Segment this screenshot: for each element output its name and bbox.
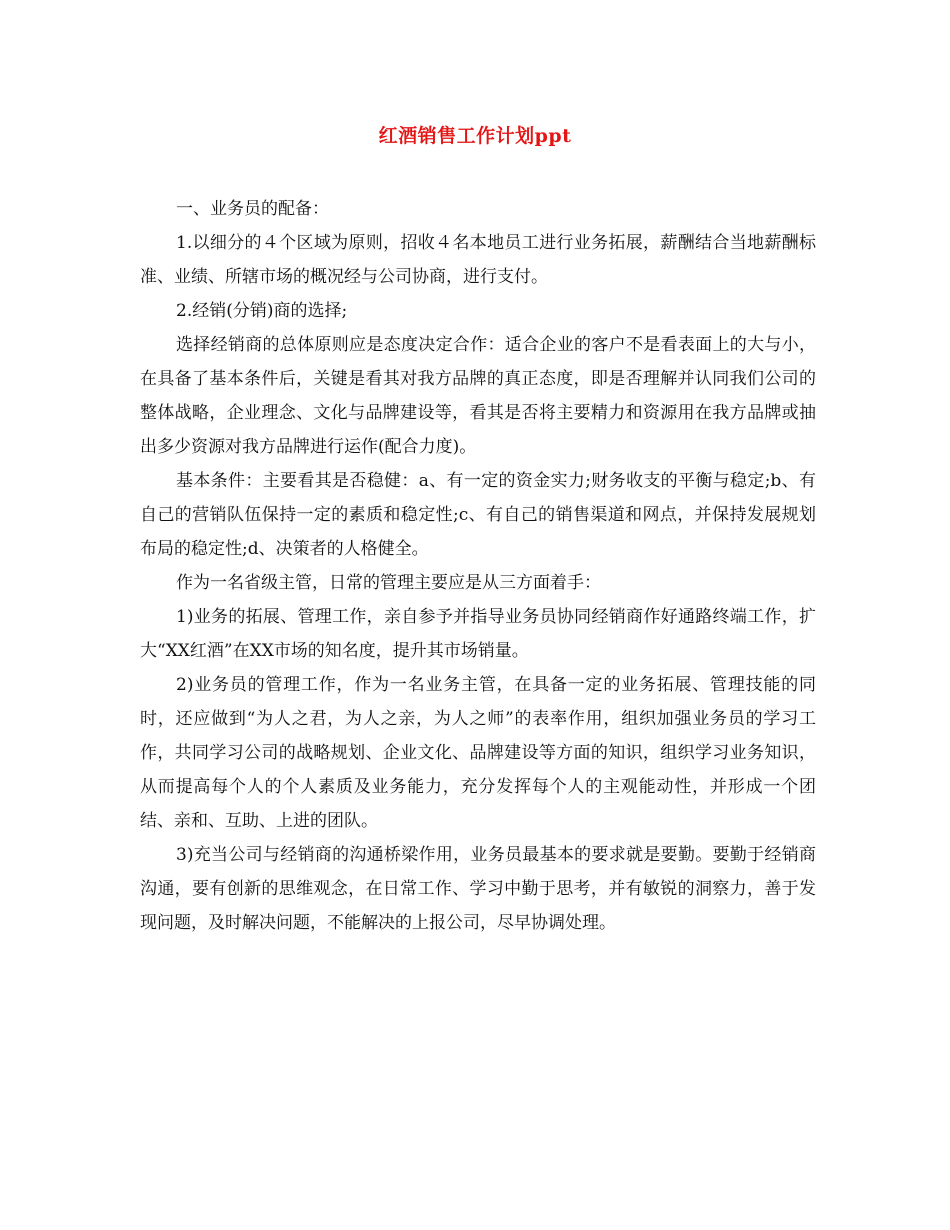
- paragraph-manager-intro: 作为一名省级主管，日常的管理主要应是从三方面着手：: [176, 573, 601, 593]
- paragraph-point-2: 2)业务员的管理工作，作为一名业务主管，在具备一定的业务拓展、管理技能的同时，还应做到“为人之君，为人之亲，为人之师”的表率作用，组织加强业务员的学习工作，共同学习公司的战略规划、企业文化、品牌建设等方面的知识，组织学习业务知识，从而提高每个人的个人素质及业务能力，充分发挥每个人的主观能动性，并形成一个团结、亲和、互助、上进的团队。: [140, 675, 816, 831]
- paragraph-distributor-heading: 2.经销(分销)商的选择;: [176, 301, 348, 321]
- paragraph-point-1: 1)业务的拓展、管理工作，亲自参予并指导业务员协同经销商作好通路终端工作，扩大“XX红酒”在XX市场的知名度，提升其市场销量。: [140, 607, 816, 661]
- paragraph-distributor-principle: 选择经销商的总体原则应是态度决定合作：适合企业的客户不是看表面上的大与小，在具备了基本条件后，关键是看其对我方品牌的真正态度，即是否理解并认同我们公司的整体战略，企业理念、文化与品牌建设等，看其是否将主要精力和资源用在我方品牌或抽出多少资源对我方品牌进行运作(配合力度)。: [140, 335, 816, 457]
- section-heading-staffing: 一、业务员的配备：: [176, 199, 329, 219]
- document-body: [140, 192, 816, 940]
- paragraph-point-3: 3)充当公司与经销商的沟通桥梁作用，业务员最基本的要求就是要勤。要勤于经销商沟通，要有创新的思维观念，在日常工作、学习中勤于思考，并有敏锐的洞察力，善于发现问题，及时解决问题，不能解决的上报公司，尽早协调处理。: [140, 845, 816, 933]
- paragraph-basic-conditions: 基本条件：主要看其是否稳健：a、有一定的资金实力;财务收支的平衡与稳定;b、有自己的营销队伍保持一定的素质和稳定性;c、有自己的销售渠道和网点，并保持发展规划布局的稳定性;d、决策者的人格健全。: [140, 471, 816, 559]
- document-title: 红酒销售工作计划ppt: [378, 125, 572, 147]
- paragraph-staffing-detail: 1.以细分的４个区域为原则，招收４名本地员工进行业务拓展，薪酬结合当地薪酬标准、业绩、所辖市场的概况经与公司协商，进行支付。: [140, 233, 816, 287]
